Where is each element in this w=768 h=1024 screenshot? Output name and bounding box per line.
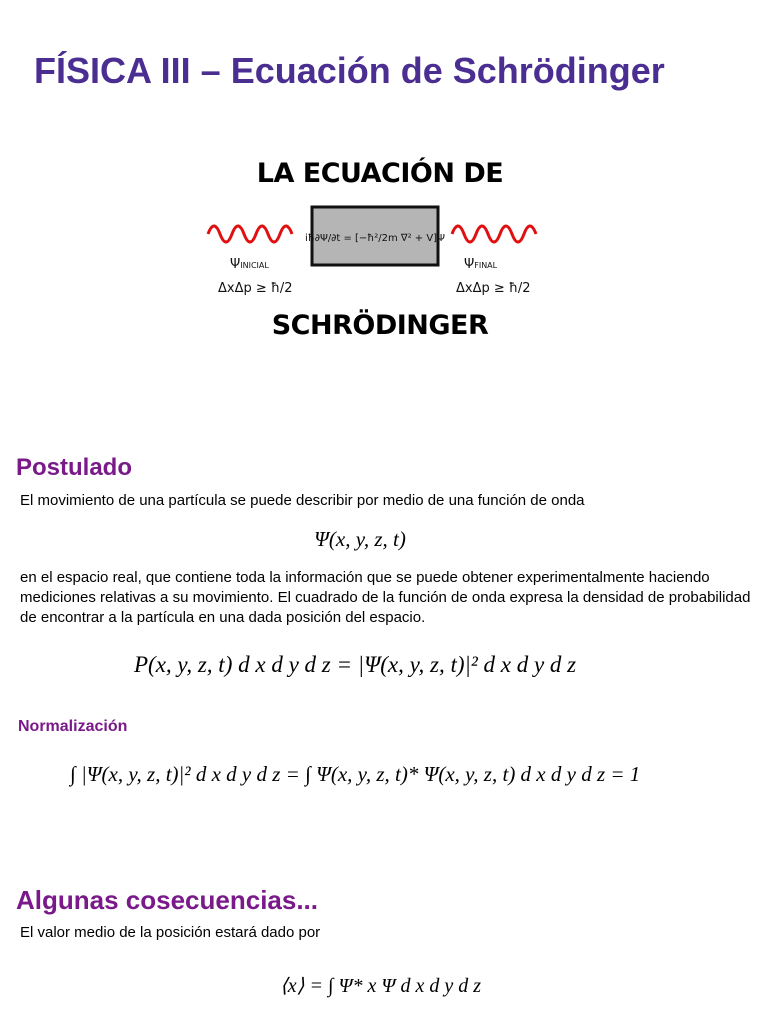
- page-title: FÍSICA III – Ecuación de Schrödinger: [34, 50, 665, 91]
- schrodinger-illustration: [200, 150, 560, 350]
- illustration-top-text: LA ECUACIÓN DE: [256, 158, 504, 189]
- left-uncertainty: ΔxΔp ≥ ħ/2: [218, 281, 293, 296]
- postulado-intro: El movimiento de una partícula se puede describir por medio de una función de onda: [20, 492, 585, 509]
- left-psi-label: ΨINICIAL: [230, 257, 269, 272]
- left-wave-icon: [208, 226, 292, 242]
- normalizacion-heading: Normalización: [18, 718, 128, 735]
- right-wave-icon: [452, 226, 536, 242]
- mean-position-equation: ⟨x⟩ = ∫ Ψ* x Ψ d x d y d z: [280, 975, 481, 997]
- postulado-body: en el espacio real, que contiene toda la información que se puede obtener experimentalmente haciendo mediciones relativas a su movimiento. El cuadrado de la función de onda expresa la densidad de probabilidad de encontrar a la partícula en una dada posición del espacio.: [20, 569, 751, 626]
- postulado-heading: Postulado: [16, 454, 133, 481]
- illustration-bottom-text: SCHRÖDINGER: [271, 310, 489, 341]
- box-equation: iħ∂Ψ/∂t = [−ħ²/2m ∇² + V]Ψ: [305, 233, 445, 244]
- right-psi-label: ΨFINAL: [464, 257, 498, 272]
- right-uncertainty: ΔxΔp ≥ ħ/2: [456, 281, 531, 296]
- normalization-equation: ∫ |Ψ(x, y, z, t)|² d x d y d z = ∫ Ψ(x, y, z, t)* Ψ(x, y, z, t) d x d y d z = 1: [70, 762, 641, 786]
- consecuencias-heading: Algunas cosecuencias...: [16, 885, 319, 915]
- psi-equation: Ψ(x, y, z, t): [314, 527, 406, 551]
- probability-equation: P(x, y, z, t) d x d y d z = |Ψ(x, y, z, t)|² d x d y d z: [134, 652, 577, 677]
- consecuencias-text: El valor medio de la posición estará dado por: [20, 924, 321, 941]
